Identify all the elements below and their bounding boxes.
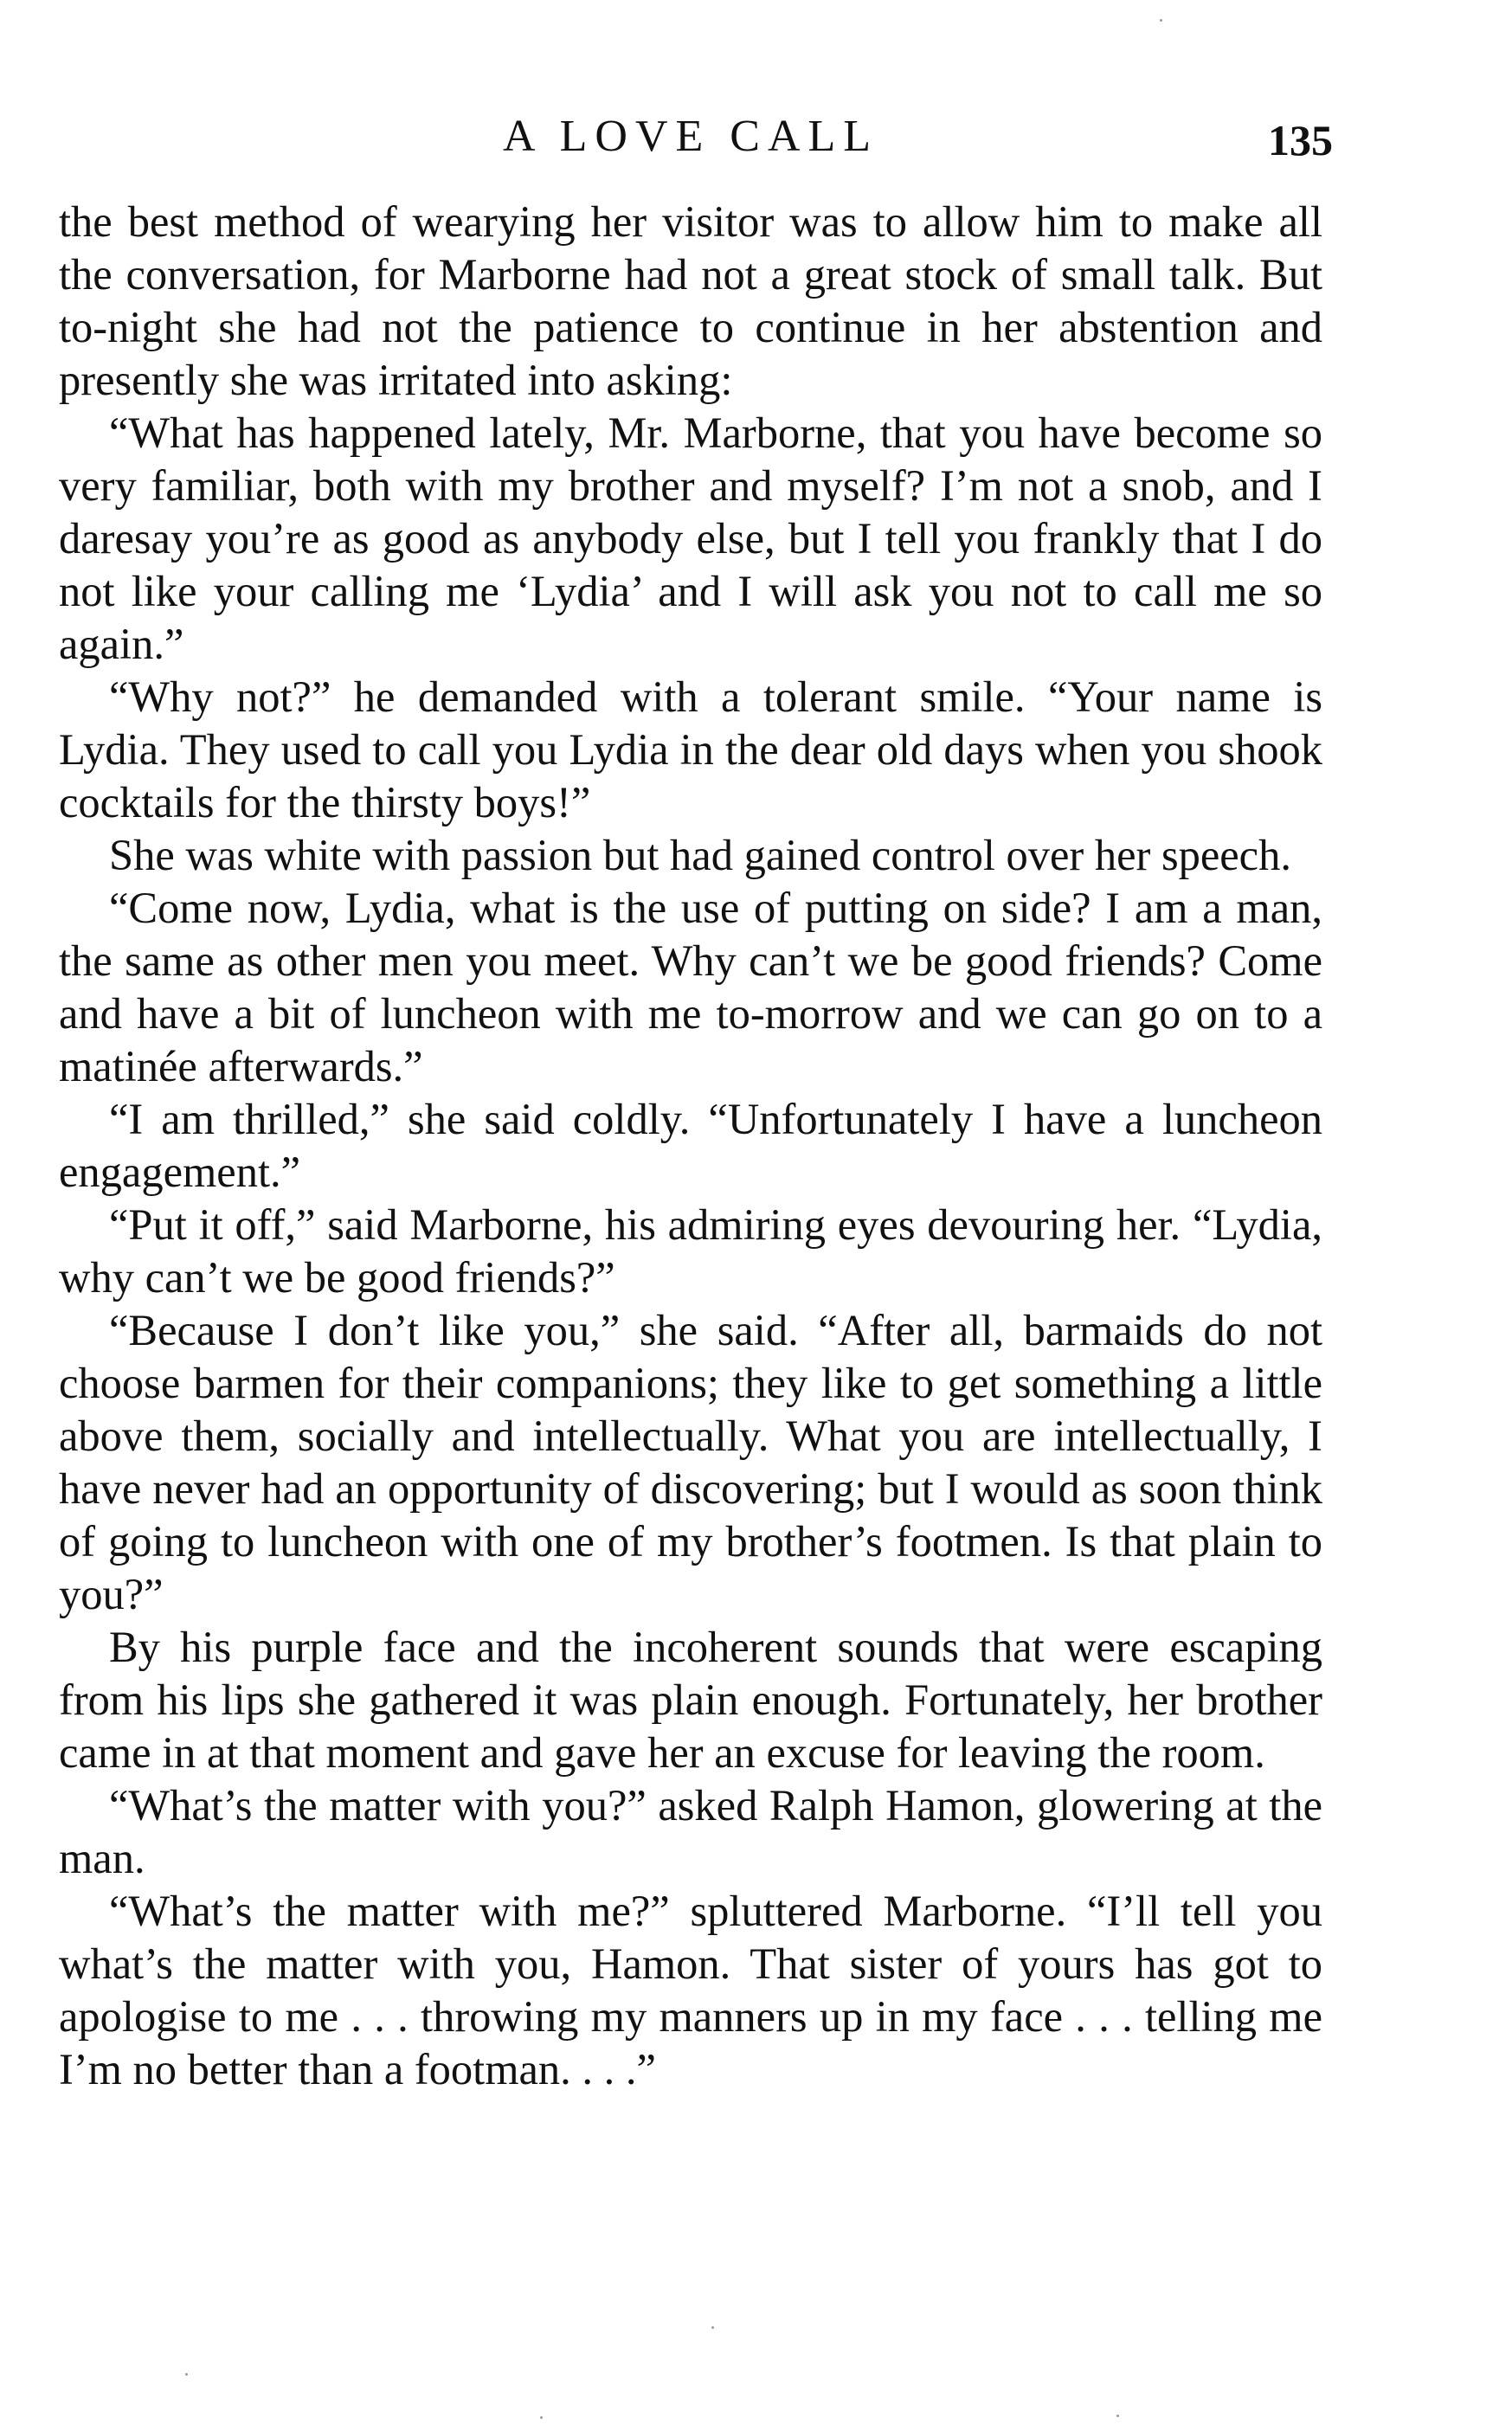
scan-speck [185,2373,188,2376]
paragraph: “What’s the matter with me?” spluttered Marborne. “I’ll tell you what’s the matter with you, Hamon. That sister of yours has got to apologise to me . . . throwing my manners up in my face . . . telling me I’m no better than a footman. . . .” [59,1887,1322,2093]
paragraph: the best method of wearying her visitor was to allow him to make all the conversation, for Marborne had not a great stock of small talk. But to-night she had not the patience to continue in her abstention and presently she was irritated into asking: [59,197,1322,404]
scan-speck [540,2416,543,2419]
scan-speck [711,2326,714,2329]
paragraph: “Why not?” he demanded with a tolerant smile. “Your name is Lydia. They used to call you Lydia in the dear old days when you shook cocktails for the thirsty boys!” [59,672,1322,826]
scan-speck [1116,2415,1119,2417]
paragraph: “Put it off,” said Marborne, his admiring eyes devouring her. “Lydia, why can’t we be good friends?” [59,1200,1322,1302]
paragraph: “Come now, Lydia, what is the use of putting on side? I am a man, the same as other men you meet. Why can’t we be good friends? Come and have a bit of luncheon with me to-morrow and we can go on to a matinée afterwards.” [59,884,1322,1090]
paragraph: “What’s the matter with you?” asked Ralph Hamon, glowering at the man. [59,1781,1322,1882]
scan-speck [1160,19,1162,22]
paragraph: “Because I don’t like you,” she said. “After all, barmaids do not choose barmen for their companions; they like to get something a little above them, socially and intellectually. What you are intellectually, I have never had an opportunity of discovering; but I would as soon think of going to luncheon with one of my brother’s footmen. Is that plain to you?” [59,1306,1322,1618]
paragraph: She was white with passion but had gained control over her speech. [109,831,1291,879]
body-text [59,196,1322,2096]
paragraph: “I am thrilled,” she said coldly. “Unfortunately I have a luncheon engagement.” [59,1095,1322,1196]
paragraph: By his purple face and the incoherent sounds that were escaping from his lips she gathered it was plain enough. Fortunately, her brother came in at that moment and gave her an excuse for leaving the room. [59,1623,1322,1777]
paragraph: “What has happened lately, Mr. Marborne, that you have become so very familiar, both with my brother and myself? I’m not a snob, and I daresay you’re as good as anybody else, but I tell you frankly that I do not like your calling me ‘Lydia’ and I will ask you not to call me so again.” [59,408,1322,668]
chapter-title: A LOVE CALL [502,112,879,161]
running-header [59,102,1333,171]
page-number: 135 [1268,116,1333,164]
